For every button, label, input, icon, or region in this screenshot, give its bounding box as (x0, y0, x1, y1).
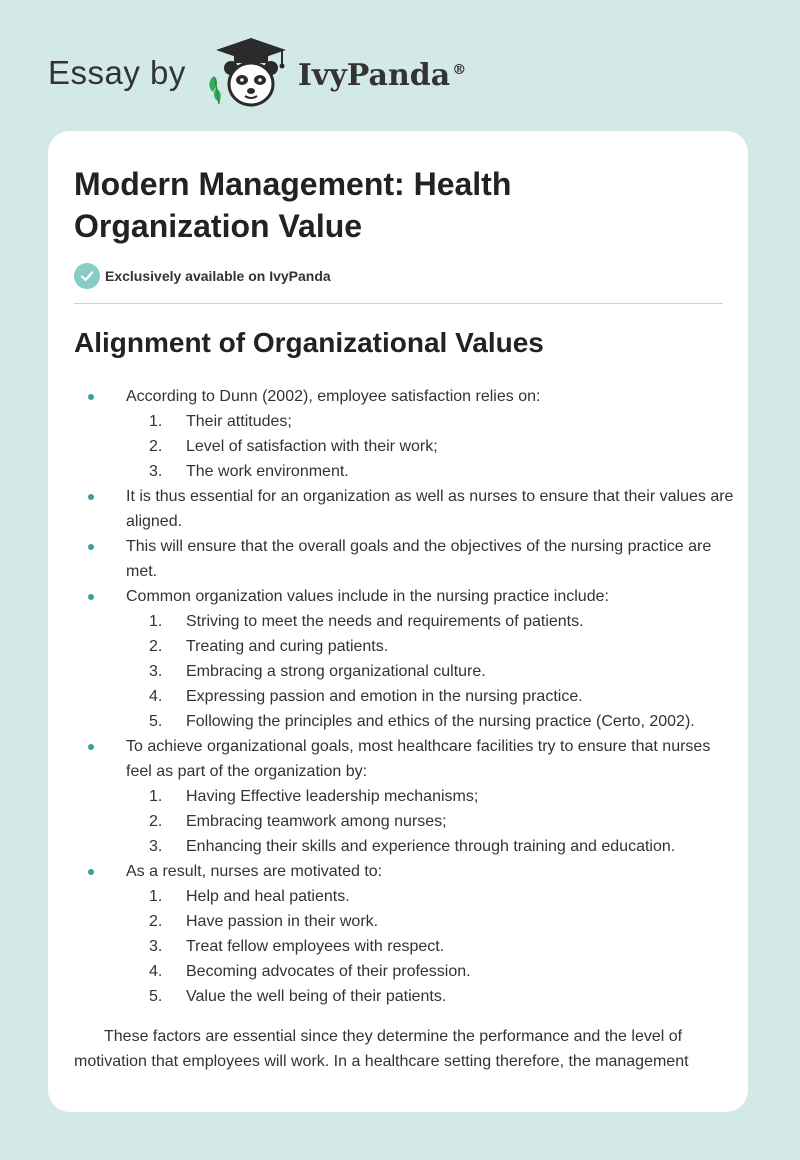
sub-item-text: Their attitudes; (186, 413, 292, 430)
sub-list-item (126, 834, 734, 859)
bullet-text: According to Dunn (2002), employee satisfaction relies on: (126, 388, 541, 405)
list-item (74, 584, 734, 734)
item-number: 3. (149, 938, 163, 955)
item-number: 2. (149, 813, 163, 830)
bullet-text: It is thus essential for an organization as well as nurses to ensure that their values are aligned. (126, 488, 734, 530)
sub-item-text: Have passion in their work. (186, 913, 379, 930)
sub-list-item (126, 609, 734, 634)
item-number: 5. (149, 713, 163, 730)
sub-list-item (126, 884, 734, 909)
check-icon (74, 263, 100, 289)
exclusive-badge (74, 263, 331, 289)
divider (74, 303, 723, 304)
sub-item-text: Expressing passion and emotion in the nursing practice. (186, 688, 583, 705)
section-title: Alignment of Organizational Values (74, 327, 544, 358)
sub-item-text: Help and heal patients. (186, 888, 350, 905)
item-number: 3. (149, 663, 163, 680)
sub-list-item (126, 409, 734, 434)
sub-list-item (126, 659, 734, 684)
sub-item-text: Having Effective leadership mechanisms; (186, 788, 479, 805)
bullet-text: This will ensure that the overall goals and the objectives of the nursing practice are met. (126, 538, 712, 580)
item-number: 1. (149, 613, 163, 630)
bullet-text: To achieve organizational goals, most healthcare facilities try to ensure that nurses feel as part of the organization by: (126, 738, 711, 780)
sub-list-item (126, 709, 734, 734)
list-item (74, 484, 734, 534)
sub-list (126, 884, 734, 1009)
essay-by-label: Essay by (48, 54, 186, 91)
item-number: 2. (149, 438, 163, 455)
sub-item-text: Treat fellow employees with respect. (186, 938, 445, 955)
bullet-icon (88, 744, 94, 750)
sub-item-text: Embracing teamwork among nurses; (186, 813, 447, 830)
sub-list (126, 609, 734, 734)
item-number: 1. (149, 788, 163, 805)
bullet-list (74, 384, 734, 1009)
item-number: 5. (149, 988, 163, 1005)
sub-item-text: The work environment. (186, 463, 349, 480)
essay-title: Modern Management: Health Organization Value (74, 166, 512, 244)
sub-list (126, 409, 734, 484)
sub-list-item (126, 909, 734, 934)
sub-item-text: Treating and curing patients. (186, 638, 389, 655)
sub-list-item (126, 684, 734, 709)
sub-item-text: Value the well being of their patients. (186, 988, 447, 1005)
item-number: 1. (149, 413, 163, 430)
sub-item-text: Enhancing their skills and experience through training and education. (186, 838, 676, 855)
sub-list-item (126, 809, 734, 834)
sub-item-text: Level of satisfaction with their work; (186, 438, 438, 455)
item-number: 3. (149, 838, 163, 855)
sub-list-item (126, 984, 734, 1009)
essay-card (48, 131, 748, 1112)
sub-list-item (126, 959, 734, 984)
exclusive-label: Exclusively available on IvyPanda (105, 268, 331, 284)
sub-item-text: Becoming advocates of their profession. (186, 963, 471, 980)
item-number: 2. (149, 913, 163, 930)
sub-list-item (126, 634, 734, 659)
body-paragraph: These factors are essential since they determine the performance and the level of motivation that employees will work. In a healthcare setting therefore, the management (74, 1028, 689, 1070)
sub-item-text: Following the principles and ethics of the nursing practice (Certo, 2002). (186, 713, 695, 730)
bullet-icon (88, 394, 94, 400)
list-item (74, 384, 734, 484)
bullet-icon (88, 594, 94, 600)
bullet-icon (88, 494, 94, 500)
sub-list-item (126, 934, 734, 959)
item-number: 1. (149, 888, 163, 905)
sub-list-item (126, 434, 734, 459)
registered-mark: ® (452, 61, 467, 78)
sub-item-text: Embracing a strong organizational culture. (186, 663, 486, 680)
sub-list-item (126, 459, 734, 484)
sub-list (126, 784, 734, 859)
list-item (74, 734, 734, 859)
list-item (74, 534, 734, 584)
brand-text: IvyPanda (297, 57, 451, 93)
bullet-icon (88, 544, 94, 550)
sub-list-item (126, 784, 734, 809)
bullet-text: Common organization values include in the nursing practice include: (126, 588, 609, 605)
item-number: 2. (149, 638, 163, 655)
brand-name[interactable] (298, 58, 466, 93)
bullet-icon (88, 869, 94, 875)
list-item (74, 859, 734, 1009)
site-header (48, 36, 466, 110)
item-number: 3. (149, 463, 163, 480)
bullet-text: As a result, nurses are motivated to: (126, 863, 383, 880)
item-number: 4. (149, 688, 163, 705)
item-number: 4. (149, 963, 163, 980)
sub-item-text: Striving to meet the needs and requirements of patients. (186, 613, 584, 630)
panda-logo-icon[interactable] (204, 36, 294, 110)
